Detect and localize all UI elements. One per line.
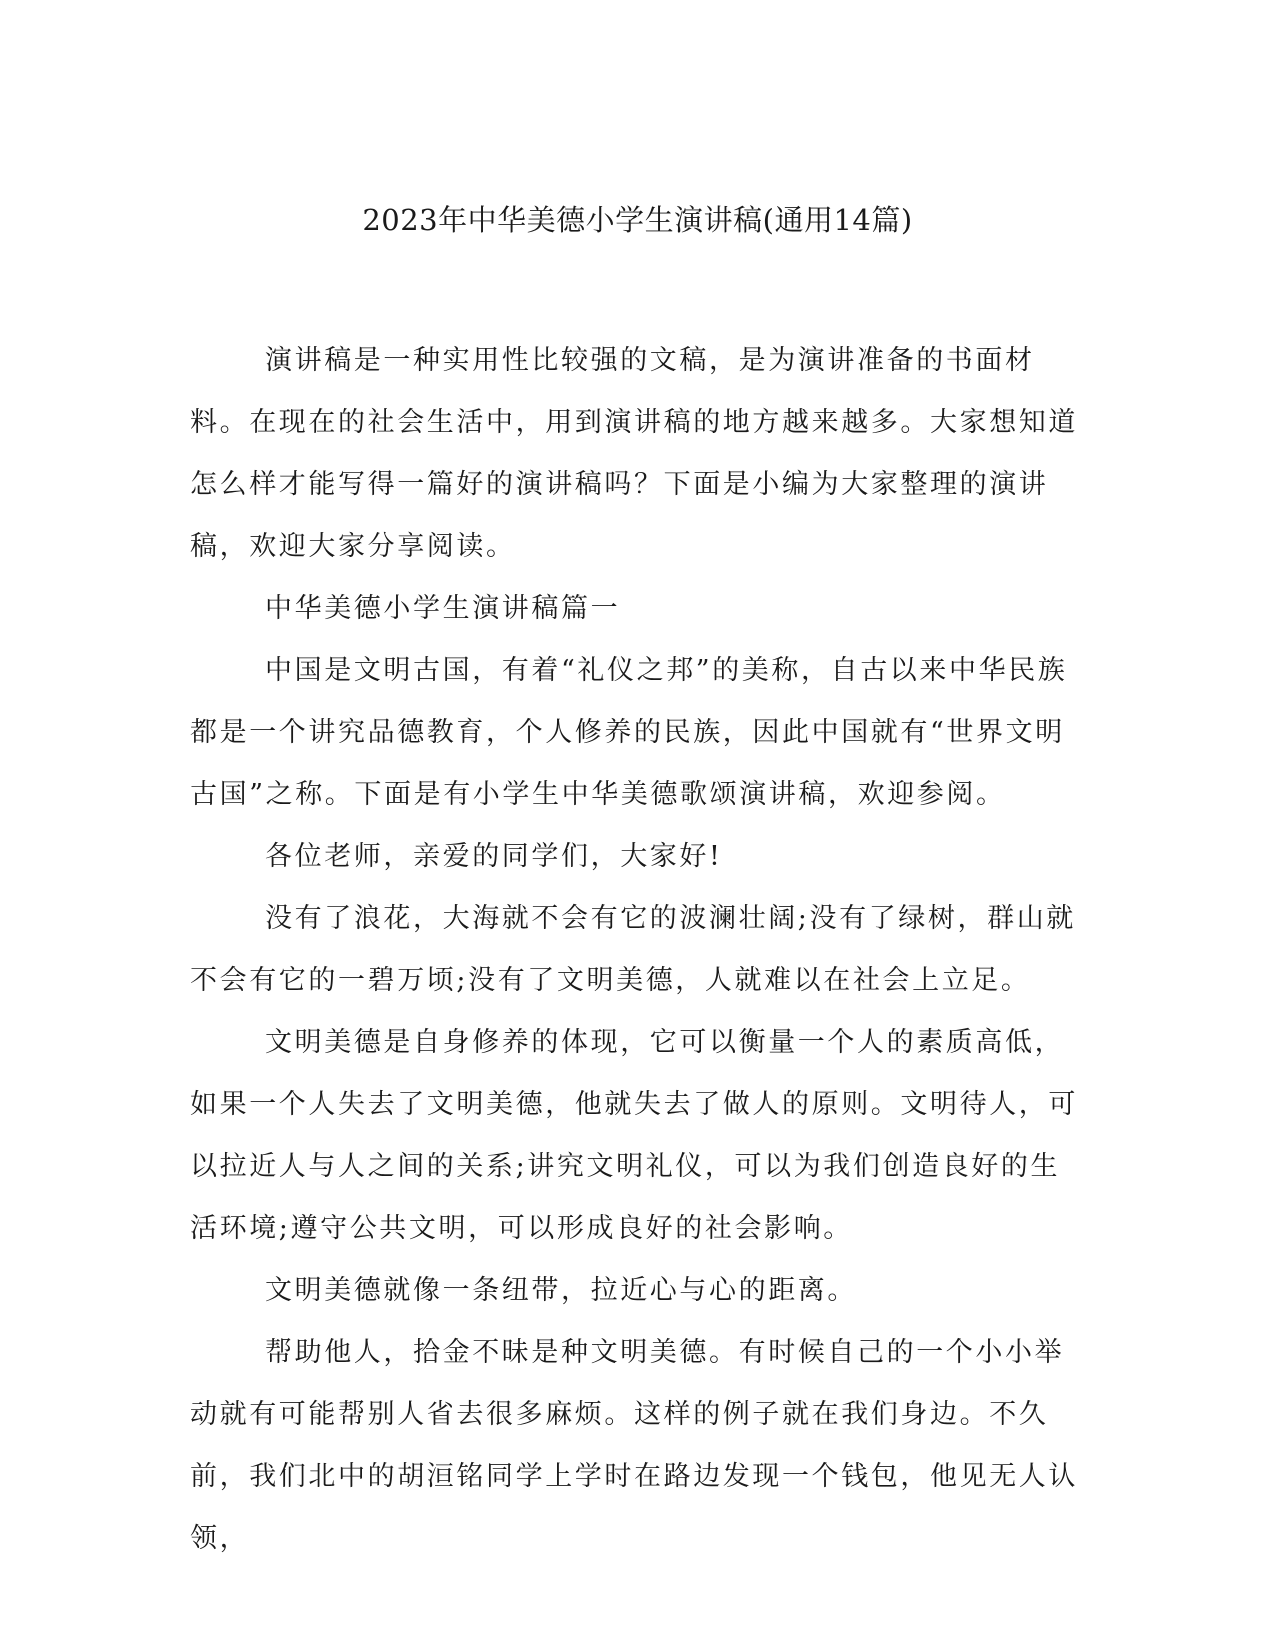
document-title: 2023年中华美德小学生演讲稿(通用14篇)	[362, 203, 913, 237]
document-body	[190, 330, 1085, 1570]
paragraph: 文明美德就像一条纽带，拉近心与心的距离。	[265, 1275, 857, 1306]
paragraph: 文明美德是自身修养的体现，它可以衡量一个人的素质高低，如果一个人失去了文明美德，他就失去了做人的原则。文明待人，可以拉近人与人之间的关系;讲究文明礼仪，可以为我们创造良好的生活环境;遵守公共文明，可以形成良好的社会影响。	[190, 1027, 1078, 1244]
section-heading: 中华美德小学生演讲稿篇一	[265, 593, 621, 624]
paragraph-intro: 演讲稿是一种实用性比较强的文稿，是为演讲准备的书面材料。在现在的社会生活中，用到演讲稿的地方越来越多。大家想知道怎么样才能写得一篇好的演讲稿吗？下面是小编为大家整理的演讲稿，欢迎大家分享阅读。	[190, 345, 1078, 562]
paragraph: 没有了浪花，大海就不会有它的波澜壮阔;没有了绿树，群山就不会有它的一碧万顷;没有了文明美德，人就难以在社会上立足。	[190, 903, 1076, 996]
paragraph: 帮助他人，拾金不昧是种文明美德。有时候自己的一个小小举动就有可能帮别人省去很多麻烦。这样的例子就在我们身边。不久前，我们北中的胡洹铭同学上学时在路边发现一个钱包，他见无人认领，	[190, 1337, 1078, 1554]
greeting: 各位老师，亲爱的同学们，大家好!	[265, 841, 723, 872]
paragraph: 中国是文明古国，有着“礼仪之邦”的美称，自古以来中华民族都是一个讲究品德教育，个人修养的民族，因此中国就有“世界文明古国”之称。下面是有小学生中华美德歌颂演讲稿，欢迎参阅。	[190, 655, 1068, 810]
